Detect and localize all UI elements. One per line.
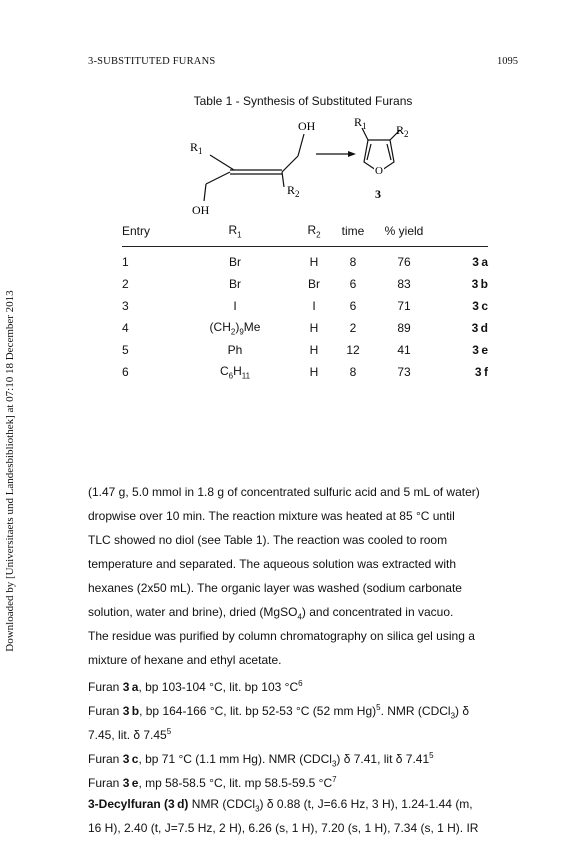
r2-cell: H: [309, 321, 319, 335]
table-row: [122, 361, 488, 383]
reactant-oh-top: OH: [298, 119, 316, 133]
characterization-data: [88, 672, 528, 840]
yield-cell: 83: [397, 277, 411, 291]
paragraph-line: (1.47 g, 5.0 mmol in 1.8 g of concentrated sulfuric acid and 5 mL of water): [88, 485, 480, 499]
table-header-row: [122, 220, 488, 247]
bond-r2: [282, 172, 284, 187]
compound-cell: 3 b: [471, 277, 488, 291]
r2-cell: H: [309, 343, 319, 357]
paragraph-line: temperature and separated. The aqueous solution was extracted with: [88, 557, 457, 571]
r2-cell: H: [309, 365, 319, 379]
time-cell: 8: [349, 365, 357, 379]
r1-cell: $C_6H_{11}$: [219, 363, 251, 381]
characterization-line: Furan 3 a, bp 103-104 °C, lit. bp 103 $^\circ C^6$: [88, 679, 303, 694]
table-row: [122, 295, 488, 317]
running-header: 3-SUBSTITUTED FURANS: [88, 56, 216, 67]
table-row: [122, 273, 488, 295]
table-row: [122, 317, 488, 339]
compound-cell: 3 a: [472, 255, 488, 269]
bond-oh-bottom: [204, 184, 206, 201]
reactant-oh-bottom: OH: [192, 203, 210, 217]
yield-cell: 41: [397, 343, 411, 357]
r1-cell: I: [233, 299, 237, 313]
characterization-line: Furan 3 b, bp 164-166 °C, lit. bp 52-53 °C (52 mm Hg)$^5$. NMR (CDCl$_3$) δ: [88, 703, 470, 721]
entry-cell: 1: [122, 255, 129, 269]
entry-cell: 4: [122, 321, 129, 335]
time-cell: 6: [349, 277, 357, 291]
r2-cell: H: [309, 255, 319, 269]
download-watermark: Downloaded by [Universitaets und Landesbibliothek] at 07:10 18 December 2013: [4, 290, 16, 652]
entry-cell: 2: [122, 277, 129, 291]
r1-cell: Br: [229, 277, 241, 291]
bond-r1: [210, 155, 234, 170]
col-compound: [436, 220, 488, 247]
procedure-paragraph: [88, 480, 528, 672]
col-time: time: [334, 220, 372, 247]
col-yield: % yield: [372, 220, 436, 247]
product-r2-label: $R_2$: [396, 123, 409, 139]
col-entry: Entry: [122, 220, 176, 247]
r1-cell: Ph: [227, 343, 243, 357]
compound-cell: 3 e: [472, 343, 488, 357]
characterization-line: Furan 3 c, bp 71 °C (1.1 mm Hg). NMR (CDCl$_3$) δ 7.41, lit δ 7.41$^5$: [88, 751, 434, 769]
paragraph-line: solution, water and brine), dried (MgSO$_4$) and concentrated in vacuo.: [88, 605, 454, 622]
reaction-scheme: [180, 112, 440, 222]
time-cell: 6: [349, 299, 357, 313]
table-row: [122, 339, 488, 361]
table-caption: Table 1 - Synthesis of Substituted Furans: [193, 94, 413, 108]
paragraph-line: dropwise over 10 min. The reaction mixture was heated at 85 °C until: [88, 509, 455, 523]
bond-ch2-left: [206, 172, 230, 184]
product-r1-label: $R_1$: [354, 115, 367, 131]
page-number: 1095: [497, 56, 518, 67]
time-cell: 12: [346, 343, 360, 357]
results-table: [122, 220, 488, 383]
paragraph-line: TLC showed no diol (see Table 1). The reaction was cooled to room: [88, 533, 448, 547]
bond-oh-top: [298, 134, 304, 156]
paragraph-line: hexanes (2x50 mL). The organic layer was washed (sodium carbonate: [88, 581, 462, 595]
entry-cell: 3: [122, 299, 129, 313]
characterization-line: 16 H), 2.40 (t, J=7.5 Hz, 2 H), 6.26 (s, 1 H), 7.20 (s, 1 H), 7.34 (s, 1 H). IR: [88, 821, 479, 835]
r1-cell: Br: [229, 255, 241, 269]
yield-cell: 89: [397, 321, 411, 335]
compound-cell: 3 f: [474, 365, 488, 379]
time-cell: 2: [349, 321, 357, 335]
reactant-r2-label: $R_2$: [287, 183, 300, 199]
compound-cell: 3 d: [471, 321, 488, 335]
results-body: [122, 247, 488, 384]
characterization-line: 7.45, lit. δ 7.45$^5$: [88, 727, 172, 742]
bond-ch2-right: [282, 156, 298, 172]
time-cell: 8: [349, 255, 357, 269]
characterization-line: 3-Decylfuran (3 d) NMR (CDCl$_3$) δ 0.88 (t, J=6.6 Hz, 3 H), 1.24-1.44 (m,: [88, 797, 473, 814]
paragraph-line: mixture of hexane and ethyl acetate.: [88, 653, 282, 667]
body-text: [88, 480, 528, 840]
col-r1: $R_1$: [176, 220, 294, 247]
furan-o-label: O: [375, 165, 383, 177]
characterization-line: Furan 3 e, mp 58-58.5 °C, lit. mp 58.5-59.5 $^\circ C^7$: [88, 775, 337, 790]
r2-cell: Br: [308, 277, 320, 291]
r1-cell: $(CH_2)_9Me$: [209, 319, 261, 337]
col-r2: $R_2$: [294, 220, 334, 247]
yield-cell: 76: [397, 255, 411, 269]
entry-cell: 5: [122, 343, 129, 357]
yield-cell: 71: [397, 299, 411, 313]
r2-cell: I: [312, 299, 316, 313]
table-row: [122, 247, 488, 274]
paragraph-line: The residue was purified by column chromatography on silica gel using a: [88, 629, 475, 643]
product-number: 3: [375, 187, 381, 201]
compound-cell: 3 c: [472, 299, 488, 313]
entry-cell: 6: [122, 365, 129, 379]
yield-cell: 73: [397, 365, 411, 379]
reaction-arrow: [316, 151, 356, 157]
reactant-r1-label: $R_1$: [190, 140, 203, 156]
